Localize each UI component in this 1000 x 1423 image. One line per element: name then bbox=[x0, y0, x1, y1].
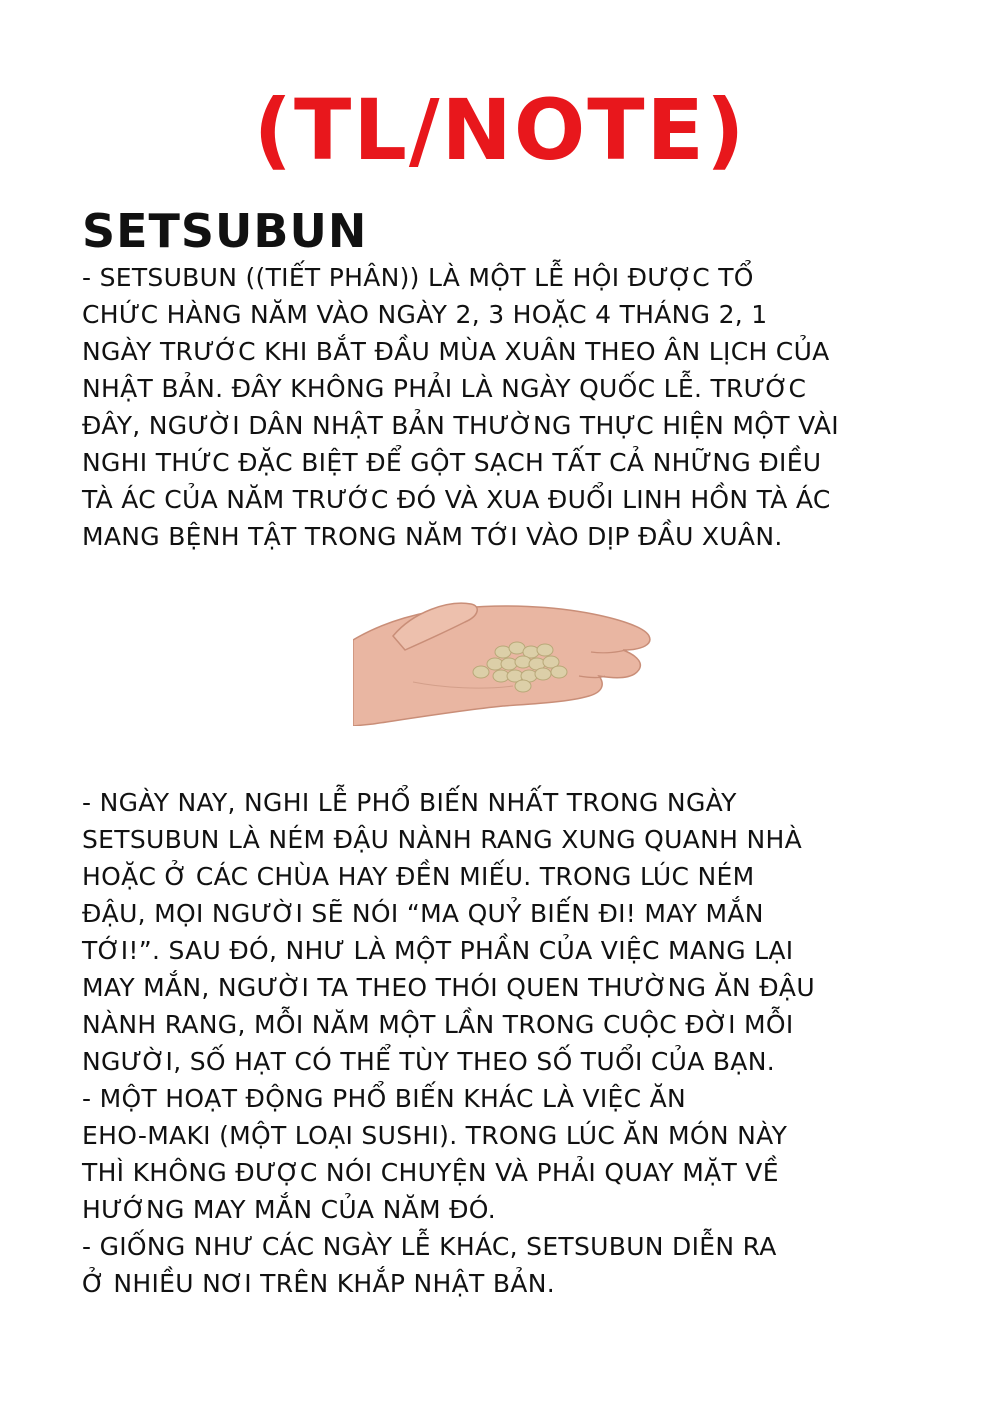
text-line: NGHI THỨC ĐẶC BIỆT ĐỂ GỘT SẠCH TẤT CẢ NHỮNG ĐIỀU bbox=[82, 448, 822, 477]
text-line: MANG BỆNH TẬT TRONG NĂM TỚI VÀO DỊP ĐẦU XUÂN. bbox=[82, 522, 783, 551]
text-line: - GIỐNG NHƯ CÁC NGÀY LỄ KHÁC, SETSUBUN DIỄN RA bbox=[82, 1232, 777, 1261]
text-line: MAY MẮN, NGƯỜI TA THEO THÓI QUEN THƯỜNG ĂN ĐẬU bbox=[82, 973, 815, 1002]
text-line: THÌ KHÔNG ĐƯỢC NÓI CHUYỆN VÀ PHẢI QUAY MẶT VỀ bbox=[82, 1158, 779, 1187]
text-line: EHO-MAKI (MỘT LOẠI SUSHI). TRONG LÚC ĂN MÓN NÀY bbox=[82, 1121, 788, 1150]
text-line: HOẶC Ở CÁC CHÙA HAY ĐỀN MIẾU. TRONG LÚC NÉM bbox=[82, 862, 755, 891]
section-heading: SETSUBUN bbox=[82, 204, 368, 258]
text-line: - SETSUBUN ((TIẾT PHÂN)) LÀ MỘT LỄ HỘI ĐƯỢC TỔ bbox=[82, 263, 754, 292]
text-line: - NGÀY NAY, NGHI LỄ PHỔ BIẾN NHẤT TRONG NGÀY bbox=[82, 788, 737, 817]
text-line: TÀ ÁC CỦA NĂM TRƯỚC ĐÓ VÀ XUA ĐUỔI LINH HỒN TÀ ÁC bbox=[82, 485, 831, 514]
paragraph-customs bbox=[82, 784, 932, 1302]
text-line: CHỨC HÀNG NĂM VÀO NGÀY 2, 3 HOẶC 4 THÁNG 2, 1 bbox=[82, 300, 768, 329]
text-line: Ở NHIỀU NƠI TRÊN KHẮP NHẬT BẢN. bbox=[82, 1269, 555, 1298]
paragraph-intro bbox=[82, 259, 932, 555]
text-line: NGƯỜI, SỐ HẠT CÓ THỂ TÙY THEO SỐ TUỔI CỦA BẠN. bbox=[82, 1047, 775, 1076]
page-title: (TL/NOTE) bbox=[253, 81, 747, 179]
text-line: NGÀY TRƯỚC KHI BẮT ĐẦU MÙA XUÂN THEO ÂN LỊCH CỦA bbox=[82, 337, 830, 366]
text-line: HƯỚNG MAY MẮN CỦA NĂM ĐÓ. bbox=[82, 1195, 496, 1224]
text-line: NHẬT BẢN. ĐÂY KHÔNG PHẢI LÀ NGÀY QUỐC LỄ. TRƯỚC bbox=[82, 374, 807, 403]
hand-holding-soybeans-image bbox=[353, 592, 653, 726]
hand-holding-soybeans-icon bbox=[353, 592, 653, 726]
text-line: TỚI!”. SAU ĐÓ, NHƯ LÀ MỘT PHẦN CỦA VIỆC MANG LẠI bbox=[82, 936, 794, 965]
text-line: NÀNH RANG, MỖI NĂM MỘT LẦN TRONG CUỘC ĐỜI MỖI bbox=[82, 1010, 794, 1039]
text-line: ĐẬU, MỌI NGƯỜI SẼ NÓI “MA QUỶ BIẾN ĐI! MAY MẮN bbox=[82, 899, 764, 928]
text-line: SETSUBUN LÀ NÉM ĐẬU NÀNH RANG XUNG QUANH NHÀ bbox=[82, 825, 802, 854]
text-line: - MỘT HOẠT ĐỘNG PHỔ BIẾN KHÁC LÀ VIỆC ĂN bbox=[82, 1084, 687, 1113]
text-line: ĐÂY, NGƯỜI DÂN NHẬT BẢN THƯỜNG THỰC HIỆN MỘT VÀI bbox=[82, 411, 839, 440]
